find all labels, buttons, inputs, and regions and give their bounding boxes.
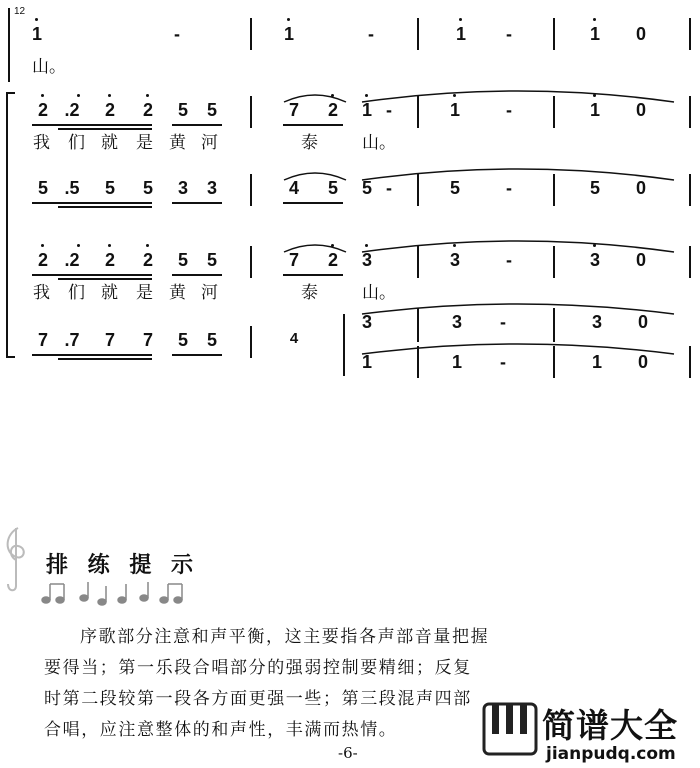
lyric: 河 [201, 283, 218, 303]
section-heading: 排 练 提 示 [46, 553, 199, 578]
staff-4 [0, 250, 700, 280]
dash: - [500, 312, 506, 332]
lyric: 我 [33, 133, 50, 153]
lyric: 黄 [169, 283, 186, 303]
barline [250, 96, 252, 128]
note: 3 [206, 178, 217, 198]
beam [32, 354, 152, 356]
barline [553, 18, 555, 50]
dash: - [506, 100, 512, 120]
note: 5 [37, 178, 48, 198]
note: 2 [327, 100, 338, 120]
note: 4 [289, 330, 299, 347]
lyric: 是 [136, 133, 153, 153]
beam [32, 124, 152, 126]
note: 5 [361, 178, 372, 198]
lyric: 泰 [301, 283, 318, 303]
beam [58, 206, 152, 208]
note: 3 [361, 250, 372, 270]
divisi-bracket [343, 314, 345, 376]
barline [553, 346, 555, 378]
high-dot [77, 94, 80, 97]
note: .5 [64, 178, 80, 198]
piano-keys-icon [482, 702, 538, 756]
measure-number: 12 [14, 6, 26, 17]
beam [58, 358, 152, 360]
high-dot [108, 94, 111, 97]
note: 7 [288, 250, 299, 270]
barline [417, 18, 419, 50]
rest: 0 [635, 100, 646, 120]
note: 1 [31, 24, 42, 44]
note: 5 [142, 178, 153, 198]
note: 1 [455, 24, 466, 44]
lyric: 就 [101, 133, 118, 153]
watermark-title: 简谱大全 [542, 706, 678, 745]
watermark [482, 700, 700, 768]
staff-3 [0, 178, 700, 208]
note: 5 [177, 100, 188, 120]
tie-long [358, 162, 678, 182]
note: 1 [589, 100, 600, 120]
music-notes-icon [40, 578, 190, 608]
note: 1 [452, 352, 463, 372]
final-barline [689, 96, 691, 128]
slur [280, 88, 350, 104]
lyric: 山。 [362, 133, 396, 153]
rest: 0 [635, 178, 646, 198]
paragraph-line: 要得当；第一乐段合唱部分的强弱控制要精细；反复 [44, 658, 472, 678]
barline [553, 308, 555, 342]
barline [553, 96, 555, 128]
note: 3 [452, 312, 463, 332]
lyric: 们 [68, 133, 85, 153]
high-dot [77, 244, 80, 247]
barline [417, 246, 419, 278]
note: 7 [288, 100, 299, 120]
rest: 0 [635, 250, 646, 270]
barline [250, 174, 252, 206]
watermark-url: jianpudq.com [546, 744, 676, 764]
dash: - [174, 24, 180, 44]
note: .7 [64, 330, 80, 350]
dash: - [506, 24, 512, 44]
barline [250, 326, 252, 358]
note: 2 [142, 250, 153, 270]
lyric: 山。 [32, 57, 66, 77]
staff-2 [0, 100, 700, 130]
final-barline [689, 346, 691, 378]
lyric: 山。 [362, 283, 396, 303]
note: 4 [288, 178, 299, 198]
treble-clef-icon [0, 522, 30, 592]
beam [32, 202, 152, 204]
high-dot [459, 18, 462, 21]
lyric: 黄 [169, 133, 186, 153]
high-dot [146, 94, 149, 97]
note: 1 [361, 100, 372, 120]
dash: - [368, 24, 374, 44]
beam [283, 202, 343, 204]
lyric: 泰 [301, 133, 318, 153]
note: .2 [64, 250, 80, 270]
rest: 0 [635, 24, 646, 44]
beam [172, 354, 222, 356]
note: 3 [592, 312, 603, 332]
barline [250, 18, 252, 50]
dash: - [506, 250, 512, 270]
note: 7 [142, 330, 153, 350]
high-dot [593, 18, 596, 21]
paragraph-line: 序歌部分注意和声平衡，这主要指各声部音量把握 [80, 627, 490, 647]
beam [283, 124, 343, 126]
note: 5 [177, 250, 188, 270]
barline [417, 174, 419, 206]
note: 5 [449, 178, 460, 198]
note: 2 [142, 100, 153, 120]
high-dot [41, 244, 44, 247]
note: 2 [37, 100, 48, 120]
note: 1 [283, 24, 294, 44]
note: 1 [449, 100, 460, 120]
barline [417, 346, 419, 378]
note: 3 [362, 312, 373, 332]
lyric: 我 [33, 283, 50, 303]
note: 3 [177, 178, 188, 198]
beam [283, 274, 343, 276]
paragraph-line: 时第二段较第一段各方面更强一些；第三段混声四部 [44, 689, 472, 709]
note: 1 [592, 352, 603, 372]
barline [553, 246, 555, 278]
slur [280, 238, 350, 254]
beam [32, 274, 152, 276]
note: 3 [449, 250, 460, 270]
lyric: 就 [101, 283, 118, 303]
system-bracket [6, 92, 15, 358]
paragraph-line: 合唱，应注意整体的和声性，丰满而热情。 [44, 720, 398, 740]
lyric: 们 [68, 283, 85, 303]
beam [172, 124, 222, 126]
tie-long [358, 84, 678, 104]
tie-long [358, 338, 678, 356]
staff-1 [0, 24, 700, 54]
final-barline [689, 246, 691, 278]
high-dot [287, 18, 290, 21]
note: 5 [177, 330, 188, 350]
dash: - [386, 100, 392, 120]
note: 5 [206, 250, 217, 270]
note: .2 [64, 100, 80, 120]
note: 5 [327, 178, 338, 198]
note: 5 [104, 178, 115, 198]
note: 2 [104, 250, 115, 270]
note: 2 [104, 100, 115, 120]
barline [417, 96, 419, 128]
dash: - [386, 178, 392, 198]
note: 3 [589, 250, 600, 270]
high-dot [35, 18, 38, 21]
beam [172, 202, 222, 204]
lyric: 河 [201, 133, 218, 153]
note: 5 [206, 100, 217, 120]
note: 7 [104, 330, 115, 350]
tie-long [358, 234, 678, 254]
dash: - [506, 178, 512, 198]
high-dot [108, 244, 111, 247]
high-dot [146, 244, 149, 247]
note: 1 [362, 352, 373, 372]
note: 1 [589, 24, 600, 44]
rest: 0 [638, 352, 649, 372]
rest: 0 [638, 312, 649, 332]
note: 2 [37, 250, 48, 270]
note: 2 [327, 250, 338, 270]
barline [553, 174, 555, 206]
slur [280, 166, 350, 182]
barline [250, 246, 252, 278]
note: 7 [37, 330, 48, 350]
note: 5 [589, 178, 600, 198]
dash: - [500, 352, 506, 372]
page-number: -6- [338, 744, 358, 762]
high-dot [41, 94, 44, 97]
barline [417, 308, 419, 342]
beam [172, 274, 222, 276]
final-barline [689, 18, 691, 50]
final-barline [689, 174, 691, 206]
tie-long [358, 298, 678, 316]
note: 5 [206, 330, 217, 350]
lyric: 是 [136, 283, 153, 303]
